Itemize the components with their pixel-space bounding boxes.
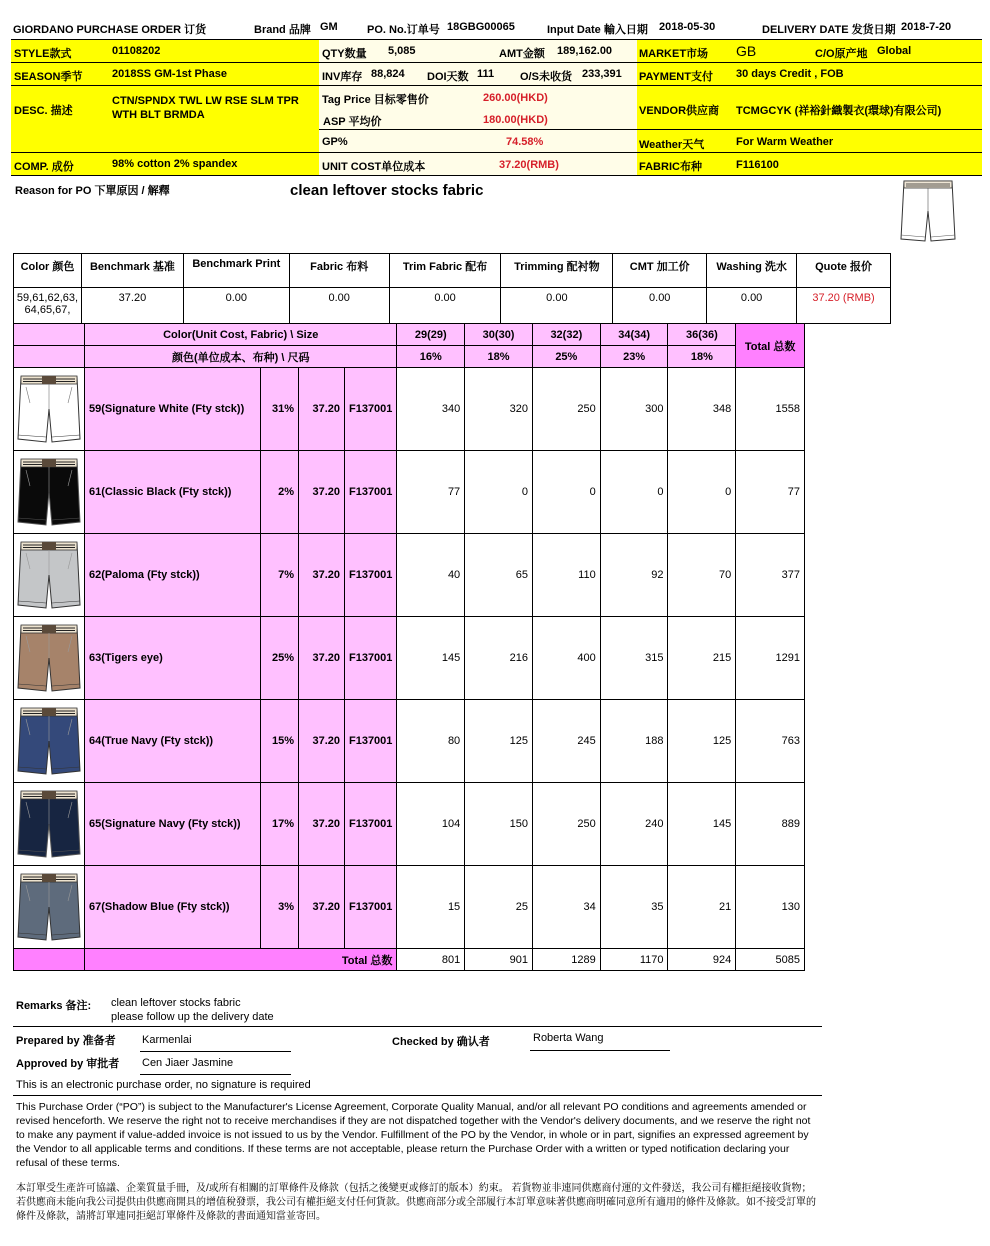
style-label: STYLE款式 bbox=[14, 48, 72, 60]
size-header: 30(30) bbox=[465, 324, 533, 346]
size-pct: 25% bbox=[532, 346, 600, 368]
size-qty: 340 bbox=[397, 368, 465, 451]
color-pct: 3% bbox=[261, 866, 299, 949]
size-qty: 145 bbox=[668, 783, 736, 866]
fabric-code: F137001 bbox=[344, 534, 396, 617]
desc-line2: WTH BLT BRMDA bbox=[112, 109, 205, 121]
payment-label: PAYMENT支付 bbox=[639, 71, 713, 83]
size-qty: 25 bbox=[465, 866, 533, 949]
comp-label: COMP. 成份 bbox=[14, 161, 74, 173]
total-value: 801 bbox=[397, 949, 465, 971]
cost-value-quote: 37.20 (RMB) bbox=[797, 288, 891, 324]
product-image-cell bbox=[14, 700, 85, 783]
unit-cost: 37.20 bbox=[299, 617, 345, 700]
remarks-label: Remarks 备注: bbox=[16, 1000, 92, 1012]
size-qty: 110 bbox=[532, 534, 600, 617]
color-name: 64(True Navy (Fty stck)) bbox=[85, 700, 261, 783]
size-qty: 245 bbox=[532, 700, 600, 783]
po-title: GIORDANO PURCHASE ORDER 订货 bbox=[13, 24, 207, 36]
os-label: O/S未收货 bbox=[520, 71, 572, 83]
size-header: 29(29) bbox=[397, 324, 465, 346]
size-header: 36(36) bbox=[668, 324, 736, 346]
input-date-label: Input Date 輸入日期 bbox=[547, 24, 648, 36]
gp-label: GP% bbox=[322, 136, 348, 148]
size-header: 32(32) bbox=[532, 324, 600, 346]
color-name: 65(Signature Navy (Fty stck)) bbox=[85, 783, 261, 866]
comp-value: 98% cotton 2% spandex bbox=[112, 158, 238, 170]
remarks-line1: clean leftover stocks fabric bbox=[111, 997, 241, 1009]
row-total: 377 bbox=[736, 534, 805, 617]
fabric-code: F137001 bbox=[344, 368, 396, 451]
tag-price-value: 260.00(HKD) bbox=[483, 92, 548, 104]
size-qty: 320 bbox=[465, 368, 533, 451]
size-qty: 104 bbox=[397, 783, 465, 866]
fabric-value: F116100 bbox=[736, 159, 779, 171]
cost-value-trim-fabric: 0.00 bbox=[389, 288, 501, 324]
total-row-label: Total 总数 bbox=[85, 949, 397, 971]
unit-cost: 37.20 bbox=[299, 866, 345, 949]
co-label: C/O原产地 bbox=[815, 48, 868, 60]
order-row bbox=[14, 451, 805, 534]
size-qty: 92 bbox=[600, 534, 668, 617]
unit-cost: 37.20 bbox=[299, 700, 345, 783]
cost-value-fabric: 0.00 bbox=[289, 288, 389, 324]
grand-total-value: 5085 bbox=[736, 949, 805, 971]
fabric-label: FABRIC布种 bbox=[639, 161, 702, 173]
desc-label: DESC. 描述 bbox=[14, 105, 73, 117]
checked-value: Roberta Wang bbox=[533, 1032, 604, 1044]
vendor-value: TCMGCYK (祥裕針織製衣(環球)有限公司) bbox=[736, 105, 942, 117]
color-pct: 25% bbox=[261, 617, 299, 700]
total-value: 924 bbox=[668, 949, 736, 971]
color-name: 59(Signature White (Fty stck)) bbox=[85, 368, 261, 451]
qty-value: 5,085 bbox=[388, 45, 416, 57]
delivery-date-value: 2018-7-20 bbox=[901, 21, 952, 33]
row-total: 763 bbox=[736, 700, 805, 783]
unit-cost: 37.20 bbox=[299, 783, 345, 866]
unit-cost-value: 37.20(RMB) bbox=[499, 159, 559, 171]
size-qty: 34 bbox=[532, 866, 600, 949]
size-header: 34(34) bbox=[600, 324, 668, 346]
checked-label: Checked by 确认者 bbox=[392, 1036, 490, 1048]
electronic-note: This is an electronic purchase order, no signature is required bbox=[16, 1079, 311, 1091]
asp-value: 180.00(HKD) bbox=[483, 114, 548, 126]
po-info-block bbox=[11, 39, 982, 175]
weather-label: Weather天气 bbox=[639, 139, 705, 151]
size-qty: 215 bbox=[668, 617, 736, 700]
divider bbox=[13, 1026, 822, 1027]
row-total: 77 bbox=[736, 451, 805, 534]
order-row bbox=[14, 866, 805, 949]
color-pct: 7% bbox=[261, 534, 299, 617]
shorts-image bbox=[16, 871, 82, 943]
brand-label: Brand 品牌 bbox=[254, 24, 311, 36]
unit-cost: 37.20 bbox=[299, 534, 345, 617]
size-qty: 77 bbox=[397, 451, 465, 534]
product-image-cell bbox=[14, 451, 85, 534]
season-value: 2018SS GM-1st Phase bbox=[112, 68, 227, 80]
shorts-image bbox=[16, 622, 82, 694]
prepared-underline bbox=[140, 1051, 291, 1052]
size-qty: 125 bbox=[668, 700, 736, 783]
legal-terms-en: This Purchase Order (“PO”) is subject to the Manufacturer's License Agreement, Corporate Quality Manual, and/or all relevant PO conditions and agreements amended or revised henceforth. We reserve the right not to receive merchandises if they are not dispatched together with the Vendor's delivery documents, and we reserve the right not to make any payment if value-added invoice is not issued to us by the Vendor. Fulfillment of the PO by the Vendor, in whole or in part, signifies an expressed agreement by the Vendor to all applicable terms and conditions. If these terms are not acceptable, please return the Purchase Order with a written or typed notification declaring your refusal of these terms. bbox=[16, 1101, 811, 1169]
cost-header-washing: Washing 洗水 bbox=[707, 254, 797, 288]
cost-header-benchmark-print: Benchmark Print bbox=[183, 254, 289, 288]
order-row bbox=[14, 700, 805, 783]
market-label: MARKET市场 bbox=[639, 48, 709, 60]
po-no-value: 18GBG00065 bbox=[447, 21, 515, 33]
cost-value-benchmark-print: 0.00 bbox=[183, 288, 289, 324]
unit-cost: 37.20 bbox=[299, 451, 345, 534]
shorts-image bbox=[16, 373, 82, 445]
color-pct: 31% bbox=[261, 368, 299, 451]
market-value: GB bbox=[736, 43, 757, 59]
approved-value: Cen Jiaer Jasmine bbox=[142, 1057, 234, 1069]
fabric-code: F137001 bbox=[344, 617, 396, 700]
remarks-line2: please follow up the delivery date bbox=[111, 1011, 274, 1023]
size-qty: 348 bbox=[668, 368, 736, 451]
payment-value: 30 days Credit , FOB bbox=[736, 68, 844, 80]
row-total: 889 bbox=[736, 783, 805, 866]
inv-label: INV库存 bbox=[322, 71, 363, 83]
color-name: 62(Paloma (Fty stck)) bbox=[85, 534, 261, 617]
order-row bbox=[14, 534, 805, 617]
size-qty: 188 bbox=[600, 700, 668, 783]
reason-label: Reason for PO 下單原因 / 解釋 bbox=[15, 185, 170, 197]
shorts-image bbox=[16, 539, 82, 611]
gp-value: 74.58% bbox=[506, 136, 544, 148]
fabric-code: F137001 bbox=[344, 783, 396, 866]
amt-label: AMT金额 bbox=[499, 48, 545, 60]
total-value: 901 bbox=[465, 949, 533, 971]
inv-value: 88,824 bbox=[371, 68, 405, 80]
fabric-code: F137001 bbox=[344, 451, 396, 534]
size-qty: 21 bbox=[668, 866, 736, 949]
color-pct: 17% bbox=[261, 783, 299, 866]
size-qty: 250 bbox=[532, 783, 600, 866]
header-color-cn: 颜色(单位成本、布种) \ 尺码 bbox=[85, 346, 397, 368]
product-image-cell bbox=[14, 534, 85, 617]
size-qty: 70 bbox=[668, 534, 736, 617]
input-date-value: 2018-05-30 bbox=[659, 21, 716, 33]
checked-underline bbox=[530, 1050, 670, 1051]
product-image-cell bbox=[14, 617, 85, 700]
cost-header-trimming: Trimming 配衬物 bbox=[501, 254, 613, 288]
tag-price-label: Tag Price 目标零售价 bbox=[322, 94, 429, 106]
order-row bbox=[14, 783, 805, 866]
total-row-blank bbox=[14, 949, 85, 971]
size-qty: 0 bbox=[465, 451, 533, 534]
total-value: 1289 bbox=[532, 949, 600, 971]
total-header: Total 总数 bbox=[736, 324, 805, 368]
cost-header-benchmark: Benchmark 基准 bbox=[81, 254, 183, 288]
unit-cost-label: UNIT COST单位成本 bbox=[322, 161, 426, 173]
weather-value: For Warm Weather bbox=[736, 136, 834, 148]
cost-header-quote: Quote 报价 bbox=[797, 254, 891, 288]
season-label: SEASON季节 bbox=[14, 71, 83, 83]
brand-value: GM bbox=[320, 21, 338, 33]
size-pct: 16% bbox=[397, 346, 465, 368]
size-qty: 400 bbox=[532, 617, 600, 700]
fabric-code: F137001 bbox=[344, 700, 396, 783]
color-pct: 15% bbox=[261, 700, 299, 783]
cost-header-cmt: CMT 加工价 bbox=[613, 254, 707, 288]
row-total: 1558 bbox=[736, 368, 805, 451]
po-no-label: PO. No.订单号 bbox=[367, 24, 440, 36]
size-qty: 0 bbox=[532, 451, 600, 534]
prepared-label: Prepared by 准备者 bbox=[16, 1035, 116, 1047]
asp-label: ASP 平均价 bbox=[323, 116, 382, 128]
approved-underline bbox=[140, 1074, 291, 1075]
doi-value: 111 bbox=[477, 68, 495, 80]
shorts-image bbox=[16, 705, 82, 777]
reason-text: clean leftover stocks fabric bbox=[290, 182, 484, 199]
cost-value-cmt: 0.00 bbox=[613, 288, 707, 324]
cost-value-benchmark: 37.20 bbox=[81, 288, 183, 324]
header-color-en: Color(Unit Cost, Fabric) \ Size bbox=[85, 324, 397, 346]
order-row bbox=[14, 617, 805, 700]
size-qty: 80 bbox=[397, 700, 465, 783]
cost-value-color: 59,61,62,63, 64,65,67, bbox=[14, 288, 82, 324]
row-total: 130 bbox=[736, 866, 805, 949]
cost-value-washing: 0.00 bbox=[707, 288, 797, 324]
shorts-image bbox=[16, 456, 82, 528]
size-qty: 250 bbox=[532, 368, 600, 451]
color-name: 63(Tigers eye) bbox=[85, 617, 261, 700]
size-qty: 40 bbox=[397, 534, 465, 617]
fabric-code: F137001 bbox=[344, 866, 396, 949]
size-qty: 15 bbox=[397, 866, 465, 949]
header-image-blank bbox=[14, 346, 85, 368]
cost-header-fabric: Fabric 布料 bbox=[289, 254, 389, 288]
cost-value-trimming: 0.00 bbox=[501, 288, 613, 324]
amt-value: 189,162.00 bbox=[557, 45, 613, 57]
style-sketch-image bbox=[898, 177, 958, 247]
product-image-cell bbox=[14, 368, 85, 451]
qty-label: QTY数量 bbox=[322, 48, 367, 60]
divider bbox=[13, 1095, 822, 1096]
size-pct: 23% bbox=[600, 346, 668, 368]
doi-label: DOI天数 bbox=[427, 71, 469, 83]
size-qty: 216 bbox=[465, 617, 533, 700]
approved-label: Approved by 审批者 bbox=[16, 1058, 120, 1070]
style-value: 01108202 bbox=[112, 45, 161, 57]
size-pct: 18% bbox=[668, 346, 736, 368]
product-image-cell bbox=[14, 866, 85, 949]
size-qty: 315 bbox=[600, 617, 668, 700]
size-qty: 150 bbox=[465, 783, 533, 866]
product-image-cell bbox=[14, 783, 85, 866]
row-total: 1291 bbox=[736, 617, 805, 700]
cost-header-color: Color 颜色 bbox=[14, 254, 82, 288]
size-qty: 65 bbox=[465, 534, 533, 617]
size-qty: 240 bbox=[600, 783, 668, 866]
prepared-value: Karmenlai bbox=[142, 1034, 192, 1046]
size-qty: 125 bbox=[465, 700, 533, 783]
vendor-label: VENDOR供应商 bbox=[639, 105, 720, 117]
unit-cost: 37.20 bbox=[299, 368, 345, 451]
size-pct: 18% bbox=[465, 346, 533, 368]
desc-line1: CTN/SPNDX TWL LW RSE SLM TPR bbox=[112, 95, 299, 107]
header-image-blank bbox=[14, 324, 85, 346]
total-value: 1170 bbox=[600, 949, 668, 971]
shorts-image bbox=[16, 788, 82, 860]
delivery-date-label: DELIVERY DATE 发货日期 bbox=[762, 24, 896, 36]
co-value: Global bbox=[877, 45, 912, 57]
color-name: 61(Classic Black (Fty stck)) bbox=[85, 451, 261, 534]
size-qty: 0 bbox=[600, 451, 668, 534]
info-middle-bg bbox=[319, 40, 637, 176]
size-qty: 145 bbox=[397, 617, 465, 700]
cost-header-trim-fabric: Trim Fabric 配布 bbox=[389, 254, 501, 288]
size-qty: 35 bbox=[600, 866, 668, 949]
legal-terms-cn: 本訂單受生產許可協議、企業質量手冊，及/或所有相關的訂單條件及條款（包括之後變更或修訂的版本）約束。 若貨物並非連同供應商付運的文件發送，我公司有權拒絕接收貨物；若供應商未能向我公司提供由供應商開具的增值稅發票，我公司有權拒絕支付任何貨款。供應商部分或全部履行本訂單意味著供應商明確同意所有適用的條件及條款。如不接受訂單的條件及條款，請將訂單連同拒絕訂單條件及條款的書面通知當並寄回。 bbox=[16, 1183, 816, 1222]
size-qty: 300 bbox=[600, 368, 668, 451]
color-name: 67(Shadow Blue (Fty stck)) bbox=[85, 866, 261, 949]
size-qty: 0 bbox=[668, 451, 736, 534]
cost-breakdown-table bbox=[13, 253, 891, 324]
color-pct: 2% bbox=[261, 451, 299, 534]
order-quantity-table bbox=[13, 323, 805, 971]
os-value: 233,391 bbox=[582, 68, 622, 80]
order-row bbox=[14, 368, 805, 451]
